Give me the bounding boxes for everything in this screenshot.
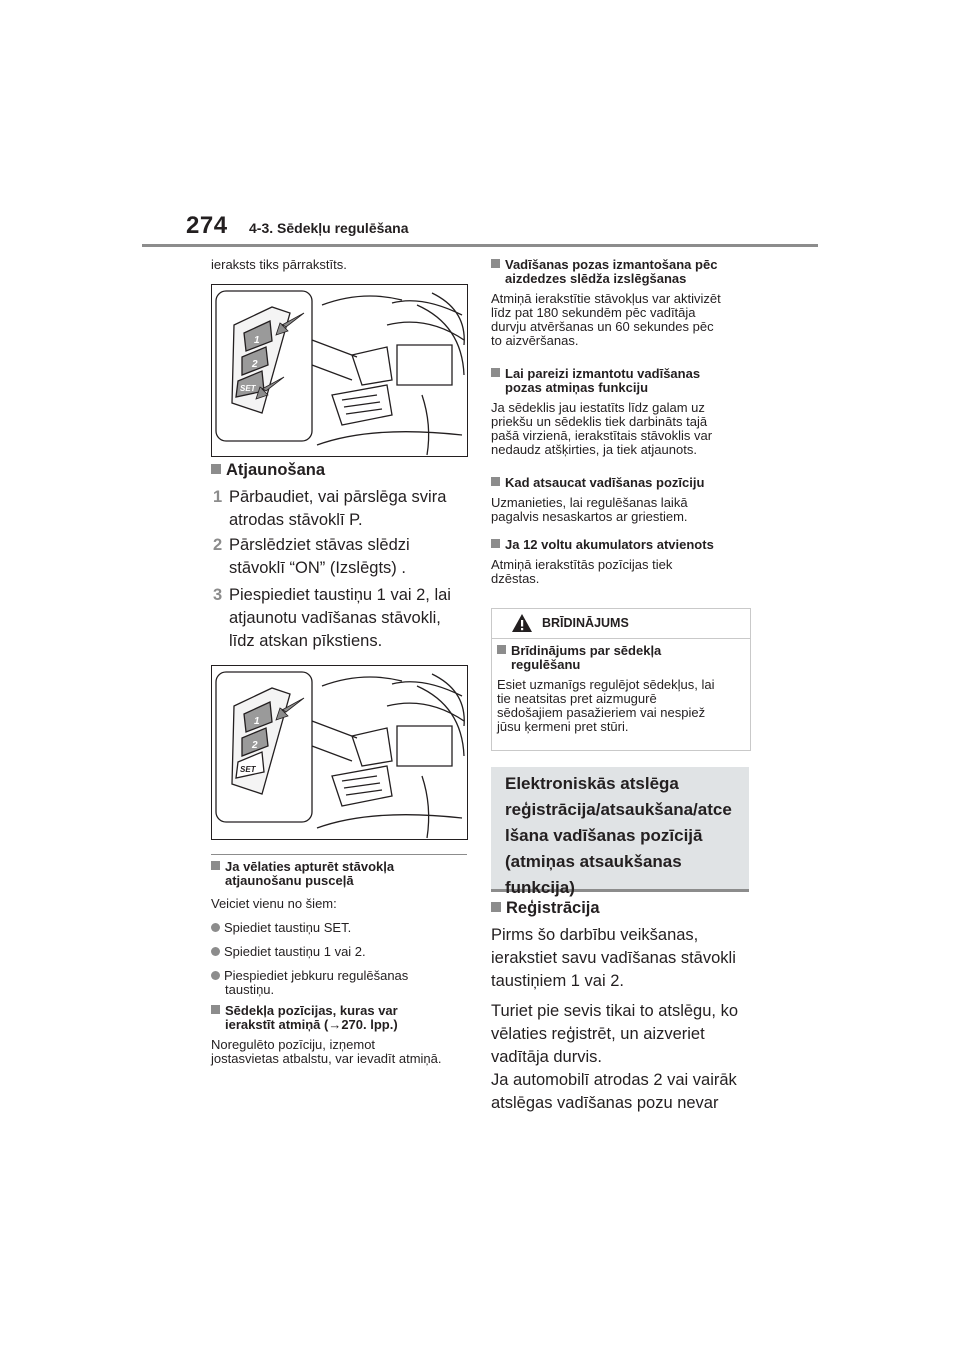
section-heading-box [491, 767, 749, 897]
button-label-1: 1 [254, 335, 260, 346]
square-bullet-icon [491, 368, 500, 377]
button-label-2: 2 [252, 359, 258, 370]
warning-header [492, 609, 750, 639]
warning-triangle-icon [511, 613, 533, 633]
dot-bullet-icon [211, 923, 220, 932]
button-label-set: SET [240, 765, 256, 774]
square-bullet-icon [211, 861, 220, 870]
dot-bullet-icon [211, 947, 220, 956]
registration-section: Reģistrācija Pirms šo darbību veikšanas, ierakstiet savu vadīšanas stāvokli taustiņiem 1 vai 2. Turiet pie sevis tikai to atslēgu, ko vēlaties reģistrēt, un aizveriet vadītāja durvis. Ja automobilī atrodas 2 vai vairāk atslēgas vadīšanas pozu nevar [491, 899, 739, 1112]
warning-box [491, 608, 751, 751]
seat-memory-switch-illustration [212, 666, 467, 839]
restore-step-3: 3 Piespiediet taustiņu 1 vai 2, lai atjaunotu vadīšanas stāvokli, līdz atskan pīkstiens. [213, 586, 451, 650]
figure-memory-buttons-2 [211, 665, 468, 840]
square-bullet-icon [491, 539, 500, 548]
button-label-2: 2 [252, 740, 258, 751]
page-number: 274 [186, 212, 228, 239]
square-bullet-icon [491, 259, 500, 268]
section-title: 4-3. Sēdekļu regulēšana [249, 220, 409, 236]
warning-content: Brīdinājums par sēdekļa regulēšanu Esiet uzmanīgs regulējot sēdekļus, lai tie neatsitas pret aizmugurē sēdošajiem pasažieriem vai nespiež jūsu ķermeni pret stūri. [497, 643, 715, 734]
section-heading: Elektroniskās atslēga reģistrācija/atsaukšana/atce lšana vadīšanas pozīcijā (atmiņas atsaukšanas funkcija) [505, 774, 732, 897]
square-bullet-icon [497, 645, 506, 654]
warning-title: BRĪDINĀJUMS [542, 616, 629, 630]
figure-memory-buttons-1 [211, 284, 468, 457]
button-label-1: 1 [254, 716, 260, 727]
positions-note: Sēdekļa pozīcijas, kuras var ierakstīt atmiņā (→270. lpp.) Noregulēto pozīciju, izņemot jostasvietas atbalstu, var ievadīt atmiņā. [211, 1003, 442, 1066]
notes-divider [211, 854, 467, 855]
button-label-set: SET [240, 384, 256, 393]
seat-memory-switch-illustration [212, 285, 467, 456]
stop-note: Ja vēlaties apturēt stāvokļa atjaunošanu pusceļā Veiciet vienu no šiem: Spiediet taustiņu SET. Spiediet taustiņu 1 vai 2. Piespiediet jebkuru regulēšanas taustiņu. [211, 859, 409, 997]
header-rule [142, 244, 818, 247]
page-ref-arrow-icon: → [328, 1017, 342, 1032]
correct-use-note: Lai pareizi izmantotu vadīšanas pozas atmiņas funkciju Ja sēdeklis jau iestatīts līdz galam uz priekšu un sēdeklis tiek darbināts tajā pašā virzienā, ierakstītais stāvoklis var nedaudz atšķirties, ja tiek atjaunots. [491, 366, 713, 457]
square-bullet-icon [211, 1005, 220, 1014]
restore-step-1: 1 Pārbaudiet, vai pārslēga svira atrodas stāvoklī P. [213, 488, 447, 529]
square-bullet-icon [211, 464, 221, 474]
recall-note: Kad atsaucat vadīšanas pozīciju Uzmanieties, lai regulēšanas laikā pagalvis nesaskartos ar griestiem. [491, 475, 705, 524]
dot-bullet-icon [211, 971, 220, 980]
continued-text: ieraksts tiks pārrakstīts. [211, 257, 347, 272]
restore-step-2: 2 Pārslēdziet stāvas slēdzi stāvoklī “ON” (Izslēgts) . [213, 536, 410, 577]
after-switch-note: Vadīšanas pozas izmantošana pēc aizdedzes slēdža izslēgšanas Atmiņā ierakstītie stāvokļus var aktivizēt līdz pat 180 sekundēm pēc vadītāja durvju atvēršanas un 60 sekundes pēc to aizvēršanas. [491, 257, 721, 348]
square-bullet-icon [491, 902, 501, 912]
battery-note: Ja 12 voltu akumulators atvienots Atmiņā ierakstītās pozīcijas tiek dzēstas. [491, 537, 714, 586]
restore-heading: Atjaunošana [211, 459, 325, 482]
square-bullet-icon [491, 477, 500, 486]
